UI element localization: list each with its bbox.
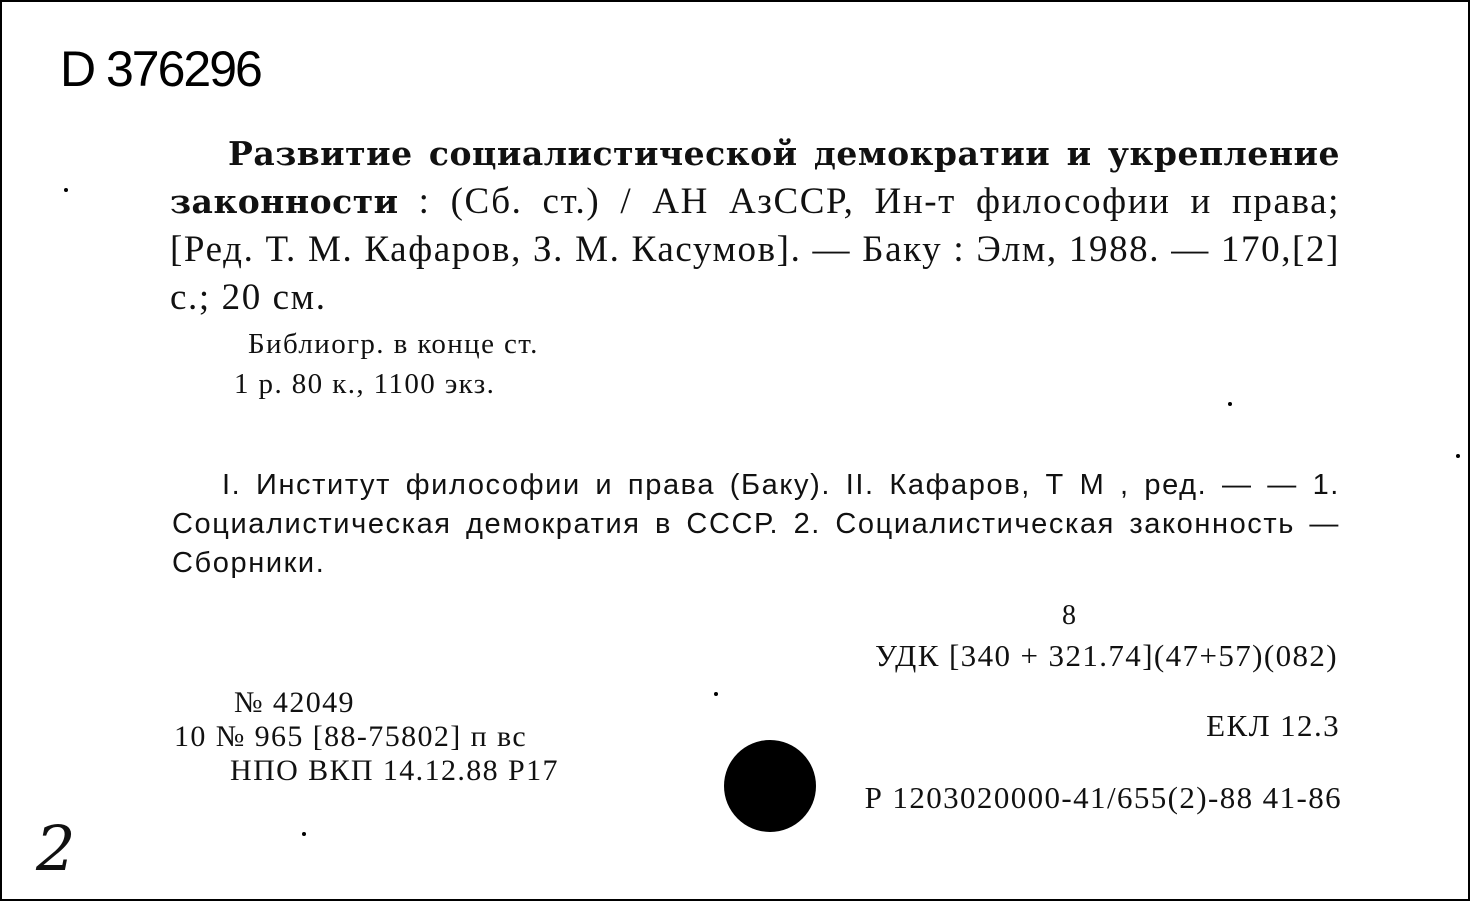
bibliography-note: Библиогр. в конце ст. [248,328,539,360]
price-note: 1 р. 80 к., 1100 экз. [234,368,496,400]
ink-blot [724,740,816,832]
order-number: № 42049 [234,686,355,719]
publisher-line: НПО ВКП 14.12.88 Р17 [230,754,559,787]
bibliographic-description [170,130,1340,322]
book-imprint: : (Сб. ст.) / АН АзССР, Ин-т философии и права; [Ред. Т. М. Кафаров, З. М. Касумов]. — Баку : Элм, 1988. — 170,[2] с.; 20 см. [170,181,1340,318]
speck-mark [1228,402,1232,406]
catalog-number: D 376296 [60,41,261,97]
headings-line-1: I. Институт философии и права (Баку). II. Кафаров, Т [222,469,1065,501]
handwritten-mark: 2 [36,812,76,885]
speck-mark [714,692,718,696]
book-title: Развитие социалистической демократии и укрепление законности [170,134,1340,221]
speck-mark [1456,454,1460,458]
ekl-code: ЕКЛ 12.3 [1206,708,1340,743]
subject-headings [172,466,1340,583]
speck-mark [64,188,68,192]
udk-code: УДК [340 + 321.74](47+57)(082) [874,638,1338,673]
headings-line-2: М , ред. — — 1. Социалистическая демократия в СССР. 2. Социалистическая законность — Сборники. [172,469,1340,579]
handwritten-correction: 8 [1062,600,1076,631]
speck-mark [302,832,306,836]
print-line: 10 № 965 [88-75802] п вс [174,720,528,753]
isbn-line: Р 1203020000-41/655(2)-88 41-86 [864,780,1342,815]
